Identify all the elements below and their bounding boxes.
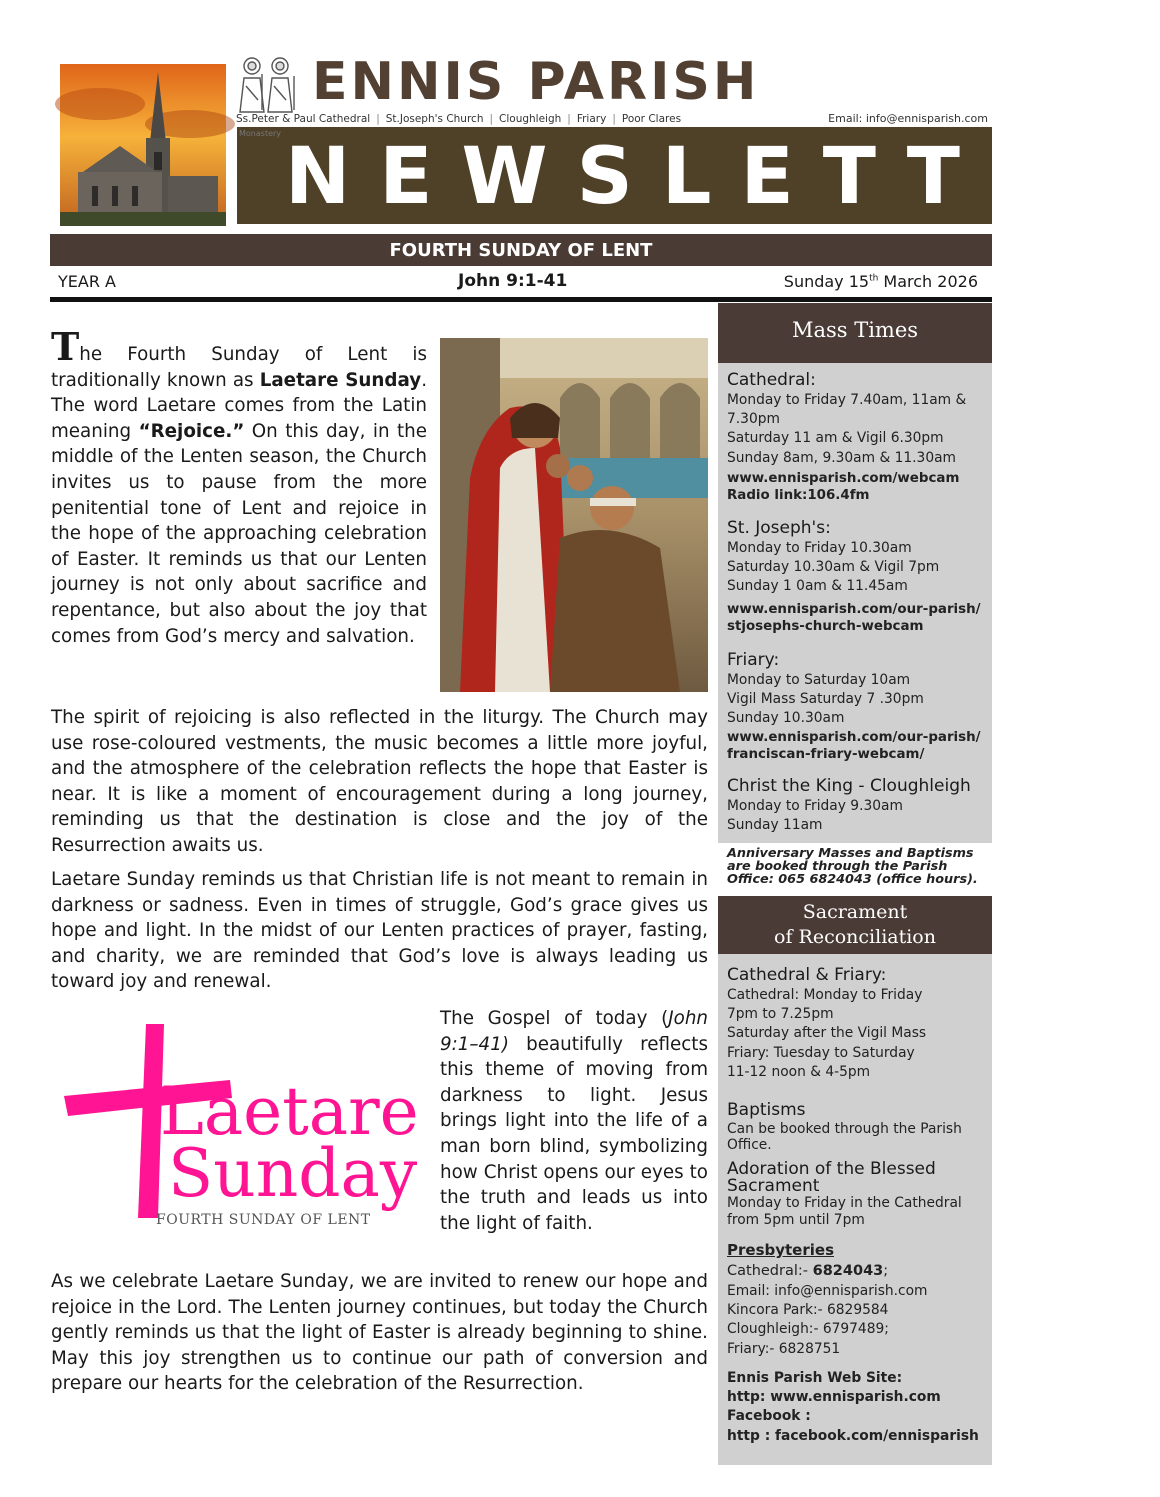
laetare-word: Laetare bbox=[160, 1073, 419, 1150]
stjoseph-heading: St. Joseph's: bbox=[727, 518, 831, 538]
sunday-title: FOURTH SUNDAY OF LENT bbox=[50, 234, 992, 266]
anniversary-note: Anniversary Masses and Baptisms are booked through the Parish Office: 065 6824043 (office hours). bbox=[718, 843, 992, 896]
paragraph-darkness: Laetare Sunday reminds us that Christian life is not meant to remain in darkness or sadness. Even in times of struggle, God’s grace gives us hope and light. In the midst of our Lenten practices of prayer, fasting, and charity, we are reminded that God’s love is always leading us toward joy and renewal. bbox=[51, 869, 708, 993]
baptisms-heading: Baptisms bbox=[727, 1100, 806, 1120]
friary-heading: Friary: bbox=[727, 650, 780, 670]
reconciliation-heading: Sacrament of Reconciliation bbox=[718, 896, 992, 954]
church-poor-clares: Poor Clares bbox=[621, 113, 682, 125]
presbyteries-heading: Presbyteries bbox=[727, 1241, 834, 1259]
paragraph-gospel: The Gospel of today (John 9:1–41) beautifully reflects this theme of moving from darkness to light. Jesus brings light into the life of a man born blind, symbolizing how Christ opens our eyes to the truth and leads us into the light of faith. bbox=[440, 1008, 708, 1234]
issue-date: Sunday 15th March 2026 bbox=[783, 272, 978, 291]
stjoseph-webcam-link[interactable]: www.ennisparish.com/our-parish/ stjosephs-church-webcam bbox=[727, 601, 981, 634]
date-row bbox=[50, 272, 992, 296]
laetare-subtitle: FOURTH SUNDAY OF LENT bbox=[156, 1212, 371, 1228]
presbytery-email[interactable]: Email: info@ennisparish.com bbox=[727, 1283, 928, 1299]
intro-paragraph: The Fourth Sunday of Lent is traditionally known as Laetare Sunday. The word Laetare comes from the Latin meaning “Rejoice.” On this day, in the middle of the Lenten season, the Church invites us to pause from the more penitential tone of Lent and rejoice in the hope of the approaching celebration of Easter. It reminds us that our Lenten journey is not only about sacrifice and repentance, but also about the joy that comes from God’s mercy and salvation. bbox=[51, 324, 427, 647]
liturgical-year: YEAR A bbox=[58, 272, 116, 291]
saints-logo bbox=[232, 56, 300, 114]
cathedral-photo bbox=[60, 64, 226, 226]
sidebar bbox=[718, 303, 992, 1465]
adoration-heading: Adoration of the Blessed Sacrament bbox=[727, 1159, 936, 1196]
laetare-sunday-logo bbox=[60, 1018, 419, 1232]
churches-list: Ss.Peter & Paul Cathedral | St.Joseph's Church | Cloughleigh | Friary | Poor Clares bbox=[236, 113, 682, 125]
stjoseph-mass-block: St. Joseph's: Monday to Friday 10.30am Saturday 10.30am & Vigil 7pm Sunday 1 0am & 11.45am www.ennisparish.com/our-parish/ stjosephs-church-webcam bbox=[727, 517, 989, 635]
parish-title: ENNIS PARISH bbox=[312, 52, 760, 112]
cathedral-mass-block: Cathedral: Monday to Friday 7.40am, 11am & 7.30pm Saturday 11 am & Vigil 6.30pm Sunday 8am, 9.30am & 11.30am www.ennisparish.com/webcam Radio link:106.4fm bbox=[727, 369, 989, 504]
adoration-block: Adoration of the Blessed Sacrament Monday to Friday in the Cathedral from 5pm until 7pm bbox=[727, 1161, 989, 1229]
mass-times-heading: Mass Times bbox=[718, 303, 992, 363]
header-divider bbox=[50, 297, 992, 302]
cloughleigh-heading: Christ the King - Cloughleigh bbox=[727, 776, 971, 796]
newsletter-title: NEWSLETTER bbox=[285, 132, 1160, 222]
cloughleigh-mass-block: Christ the King - Cloughleigh Monday to Friday 9.30am Sunday 11am bbox=[727, 775, 989, 835]
baptisms-block: Baptisms Can be booked through the Parish Office. bbox=[727, 1099, 989, 1153]
jesus-healing-blind-man-image bbox=[440, 338, 708, 692]
church-cloughleigh: Cloughleigh bbox=[499, 113, 562, 125]
sunday-word: Sunday bbox=[168, 1135, 418, 1212]
church-cathedral: Ss.Peter & Paul Cathedral bbox=[236, 113, 371, 125]
facebook-label: Facebook : bbox=[727, 1408, 811, 1425]
cathedral-heading: Cathedral: bbox=[727, 370, 816, 390]
website-heading: Ennis Parish Web Site: bbox=[727, 1370, 903, 1386]
friary-webcam-link[interactable]: www.ennisparish.com/our-parish/ franciscan-friary-webcam/ bbox=[727, 729, 981, 762]
radio-link: Radio link:106.4fm bbox=[727, 487, 870, 503]
presbyteries-block: Presbyteries Cathedral:- 6824043; Email: info@ennisparish.com Kincora Park:- 6829584 Cloughleigh:- 6797489; Friary:- 6828751 bbox=[727, 1240, 989, 1359]
paragraph-conclusion: As we celebrate Laetare Sunday, we are invited to renew our hope and rejoice in the Lord. The Lenten journey continues, but today the Church gently reminds us that the light of Easter is already beginning to shine. May this joy strengthen us to continue our path of conversion and prepare our hearts for the celebration of the Resurrection. bbox=[51, 1271, 708, 1395]
facebook-link[interactable]: http : facebook.com/ennisparish bbox=[727, 1427, 979, 1444]
reconciliation-block: Cathedral & Friary: Cathedral: Monday to Friday 7pm to 7.25pm Saturday after the Vigil Mass Friary: Tuesday to Saturday 11-12 noon & 4-5pm bbox=[727, 964, 989, 1082]
website-link[interactable]: http: www.ennisparish.com bbox=[727, 1389, 941, 1406]
drop-cap: T bbox=[51, 324, 80, 369]
cathedral-friary-heading: Cathedral & Friary: bbox=[727, 965, 887, 985]
website-block bbox=[727, 1369, 989, 1446]
cathedral-webcam-link[interactable]: www.ennisparish.com/webcam bbox=[727, 470, 960, 486]
header-email: Email: info@ennisparish.com bbox=[828, 112, 988, 125]
church-friary: Friary bbox=[576, 113, 607, 125]
newsletter-banner bbox=[237, 127, 1160, 224]
gospel-reference: John 9:1-41 bbox=[458, 271, 568, 291]
friary-mass-block: Friary: Monday to Saturday 10am Vigil Mass Saturday 7 .30pm Sunday 10.30am www.ennisparish.com/our-parish/ franciscan-friary-webcam/ bbox=[727, 649, 989, 763]
monastery-label: Monastery bbox=[239, 129, 282, 138]
church-st-joseph: St.Joseph's Church bbox=[385, 113, 484, 125]
paragraph-liturgy: The spirit of rejoicing is also reflected in the liturgy. The Church may use rose-coloured vestments, the music becomes a little more joyful, and the atmosphere of the celebration reflects the hope that Easter is near. It is like a moment of encouragement during a long journey, reminding us that the destination is close and the joy of the Resurrection awaits us. bbox=[51, 707, 708, 856]
